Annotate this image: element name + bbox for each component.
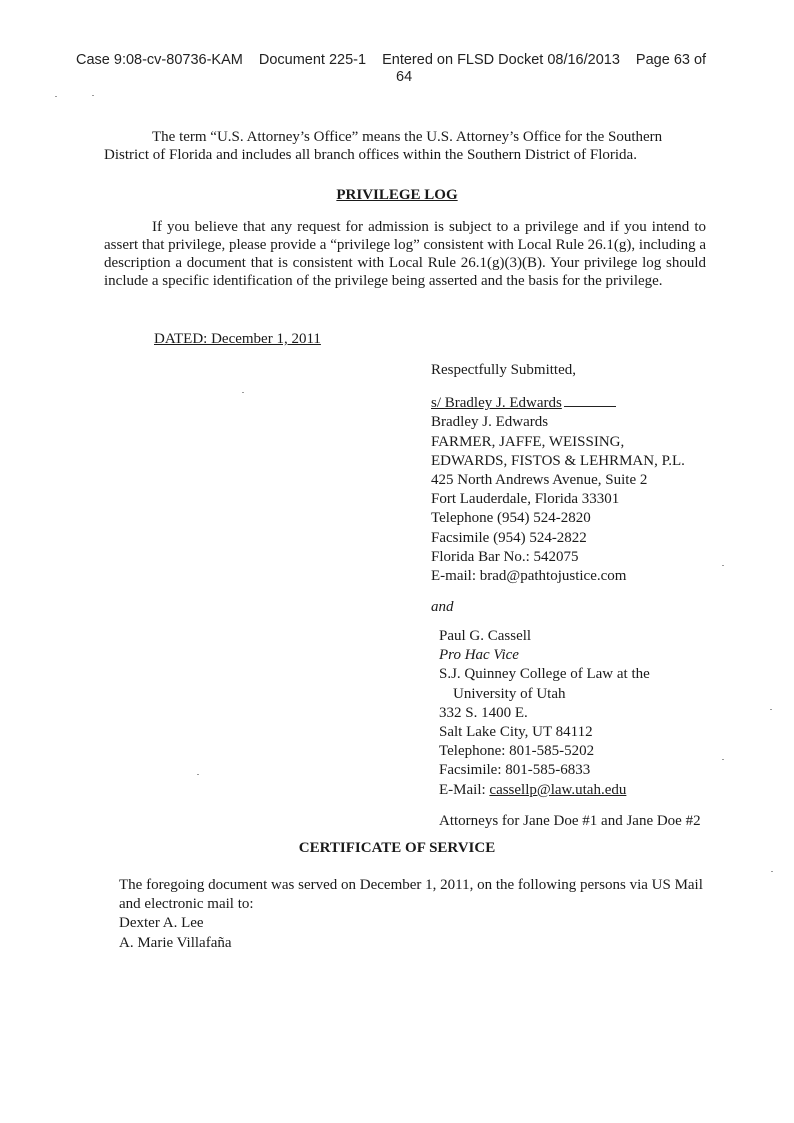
recipient: A. Marie Villafaña: [119, 934, 232, 951]
facsimile: Facsimile (954) 524-2822: [431, 529, 587, 546]
address-line-1: 425 North Andrews Avenue, Suite 2: [431, 472, 648, 489]
pro-hac-vice: Pro Hac Vice: [439, 647, 519, 664]
conjunction: and: [431, 599, 454, 616]
scan-speck: [770, 709, 772, 710]
institution-line-1: S.J. Quinney College of Law at the: [439, 666, 650, 683]
privilege-log-text: If you believe that any request for admission is subject to a privilege and if you intend to assert that privilege, please provide a “privilege log” consistent with Local Rule 26.1(g), including a description a document that is consistent with Local Rule 26.1(g)(3)(B). Your privilege log should include a specific identification of the privilege being asserted and the basis for the privilege.: [104, 219, 706, 289]
closing: Respectfully Submitted,: [431, 362, 576, 378]
scan-speck: [771, 871, 773, 872]
electronic-signature: [431, 394, 685, 413]
signature-block: [431, 361, 685, 617]
privilege-log-heading: PRIVILEGE LOG: [336, 187, 458, 203]
docket-header: [76, 52, 736, 86]
page-label: Page 63 of: [635, 52, 707, 68]
dated-text: DATED: December 1, 2011: [154, 331, 321, 347]
privilege-log-paragraph: [104, 218, 706, 290]
certificate-heading: CERTIFICATE OF SERVICE: [298, 840, 496, 856]
scan-speck: [197, 774, 199, 775]
signature-rule: [564, 405, 616, 407]
telephone: Telephone (954) 524-2820: [431, 510, 591, 527]
institution-line-2: University of Utah: [453, 685, 566, 702]
co-counsel-block: [439, 627, 701, 831]
docket-entry: Entered on FLSD Docket 08/16/2013: [382, 52, 620, 68]
co-facsimile: Facsimile: 801-585-6833: [439, 762, 591, 779]
recipient: Dexter A. Lee: [119, 915, 204, 932]
scan-speck: [92, 95, 94, 96]
co-email-label: E-Mail:: [439, 781, 490, 798]
scan-speck: [722, 759, 724, 760]
attorney-name: Bradley J. Edwards: [431, 414, 549, 431]
page-total: 64: [396, 69, 413, 85]
attorneys-for: Attorneys for Jane Doe #1 and Jane Doe #2: [439, 812, 701, 829]
definition-line-1: The term “U.S. Attorney’s Office” means the U.S. Attorney’s Office for the Southern: [152, 129, 663, 145]
scan-speck: [55, 96, 57, 97]
certificate-line-2: and electronic mail to:: [119, 896, 254, 913]
definition-paragraph: [104, 128, 704, 164]
scan-speck: [242, 392, 244, 393]
case-number: Case 9:08-cv-80736-KAM: [76, 52, 243, 68]
dated-line: [154, 330, 321, 349]
firm-line-2: EDWARDS, FISTOS & LEHRMAN, P.L.: [431, 452, 685, 469]
co-telephone: Telephone: 801-585-5202: [439, 743, 595, 760]
document-number: Document 225-1: [258, 52, 367, 68]
scan-speck: [722, 565, 724, 566]
certificate-line-1: The foregoing document was served on December 1, 2011, on the following persons via US Mail: [119, 877, 703, 893]
address-line-2: Fort Lauderdale, Florida 33301: [431, 491, 620, 508]
co-address-line-1: 332 S. 1400 E.: [439, 704, 528, 721]
certificate-body: [119, 876, 703, 953]
co-address-line-2: Salt Lake City, UT 84112: [439, 724, 593, 741]
co-email-line: [439, 781, 701, 800]
co-counsel-name: Paul G. Cassell: [439, 628, 532, 644]
bar-number: Florida Bar No.: 542075: [431, 548, 579, 565]
definition-line-2: District of Florida and includes all branch offices within the Southern District of Florida.: [104, 147, 637, 163]
co-email-link[interactable]: cassellp@law.utah.edu: [489, 781, 627, 798]
esign-text: s/ Bradley J. Edwards: [431, 395, 562, 412]
email: E-mail: brad@pathtojustice.com: [431, 568, 627, 585]
firm-line-1: FARMER, JAFFE, WEISSING,: [431, 433, 625, 450]
